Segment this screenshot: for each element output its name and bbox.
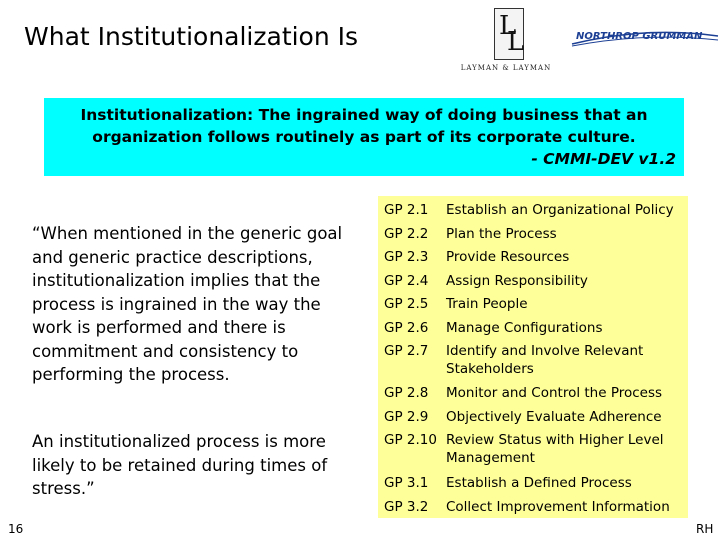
quote-paragraph-2: An institutionalized process is more likely to be retained during times of stress.” (32, 432, 328, 498)
gp-text: Objectively Evaluate Adherence (446, 408, 662, 425)
layman-logo (458, 8, 554, 76)
gp-id: GP 2.1 (384, 202, 429, 218)
gp-id: GP 2.4 (384, 272, 429, 289)
definition-line-2: organization follows routinely as part of its corporate culture. (92, 128, 636, 146)
gp-id: GP 2.2 (384, 225, 429, 242)
northrop-logo-text: NORTHROP GRUMMAN (576, 31, 703, 42)
gp-id: GP 2.8 (384, 385, 429, 401)
gp-id: GP 2.7 (384, 343, 429, 359)
gp-text: Review Status with Higher Level Management (446, 432, 664, 466)
northrop-grumman-logo (570, 28, 720, 48)
gp-id: GP 2.5 (384, 296, 429, 312)
gp-id: GP 3.2 (384, 498, 429, 515)
definition-line-1: Institutionalization: The ingrained way of doing business that an (80, 106, 648, 124)
gp-text: Manage Configurations (446, 319, 603, 336)
gp-id: GP 2.9 (384, 408, 429, 425)
gp-id: GP 3.1 (384, 475, 429, 491)
slide-title: What Institutionalization Is (24, 22, 359, 51)
gp-text: Establish a Defined Process (446, 475, 632, 491)
gp-text: Provide Resources (446, 249, 570, 265)
gp-text: Plan the Process (446, 225, 557, 242)
quote-paragraph-1: “When mentioned in the generic goal and generic practice descriptions, institutionalization implies that the process is ingrained in the way the work is performed and there is commitment and consistency to performing the process. (32, 224, 343, 384)
gp-text: Establish an Organizational Policy (446, 202, 674, 218)
gp-text: Identify and Involve Relevant Stakeholders (446, 343, 644, 377)
gp-id: GP 2.3 (384, 249, 429, 265)
layman-monogram-icon: L L (494, 8, 524, 60)
gp-text: Train People (446, 296, 528, 312)
layman-logo-text: LAYMAN & LAYMAN (460, 64, 552, 72)
author-initials: RH (696, 522, 714, 536)
definition-citation: - CMMI-DEV v1.2 (531, 150, 676, 168)
gp-id: GP 2.10 (384, 432, 437, 448)
page-number: 16 (8, 522, 24, 536)
generic-practices-list (378, 196, 688, 518)
gp-text: Monitor and Control the Process (446, 385, 663, 401)
definition-banner (44, 98, 684, 176)
gp-id: GP 2.6 (384, 319, 429, 336)
gp-text: Assign Responsibility (446, 272, 588, 289)
gp-text: Collect Improvement Information (446, 498, 670, 515)
